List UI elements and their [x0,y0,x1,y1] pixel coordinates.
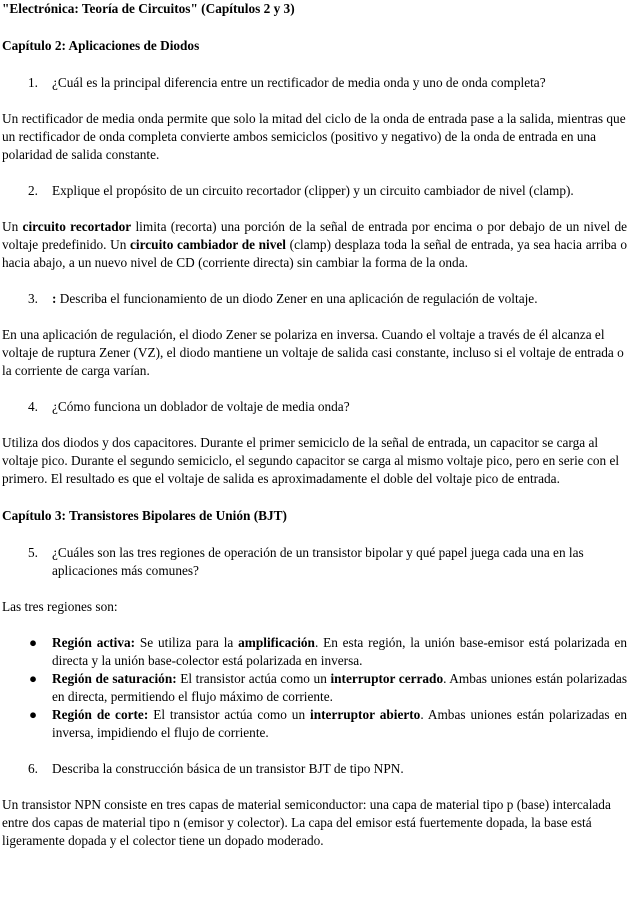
question-text [52,290,627,308]
answer-5-intro: Las tres regiones son: [2,599,118,614]
region-text: . Ambas uniones están polarizadas en directa, permitiendo el flujo máximo de corriente. [52,671,627,704]
document-title: "Electrónica: Teoría de Circuitos" (Capítulos 2 y 3) [2,1,295,16]
question-3 [2,290,627,308]
region-name: Región de corte: [52,707,149,722]
answer-4: Utiliza dos diodos y dos capacitores. Durante el primer semiciclo de la señal de entrada, un capacitor se carga al voltaje pico. Durante el segundo semiciclo, el segundo capacitor se carga al mismo voltaje pico, pero en serie con el primero. El resultado es que el voltaje de salida es aproximadamente el doble del voltaje pico de entrada. [2,435,620,486]
question-2 [2,182,627,200]
bullet-icon: ● [29,671,38,686]
chapter2-heading: Capítulo 2: Aplicaciones de Diodos [2,38,200,53]
region-text: El transistor actúa como un [176,671,331,686]
answer-text: (clamp) desplaza toda la señal de entrada, ya sea hacia arriba o hacia abajo, a un nuevo nivel de CD (corriente directa) sin cambiar la forma de la onda. [2,237,628,270]
question-5 [2,544,627,580]
question-text: ¿Cuáles son las tres regiones de operación de un transistor bipolar y qué papel juega cada una en las aplicaciones más comunes? [52,545,584,578]
question-number: 3. [28,291,38,306]
question-number: 1. [28,75,38,90]
region-name: Región de saturación: [52,671,177,686]
question-text: ¿Cuál es la principal diferencia entre un rectificador de media onda y uno de onda completa? [52,75,546,90]
question-number: 5. [28,545,38,560]
list-item-text [52,634,627,670]
region-text: El transistor actúa como un [148,707,311,722]
bullet-icon: ● [29,707,38,722]
question-colon: : [52,291,57,306]
question-text: Describa la construcción básica de un transistor BJT de tipo NPN. [52,761,404,776]
answer-text: limita (recorta) una porción de la señal de entrada por encima o por debajo de un nivel de voltaje predefinido. Un [2,219,628,252]
region-text: . Ambas uniones están polarizadas en inversa, impidiendo el flujo de corriente. [52,707,628,740]
list-item-text [52,706,627,742]
question-number: 6. [28,761,38,776]
answer-1: Un rectificador de media onda permite que solo la mitad del ciclo de la onda de entrada pase a la salida, mientras que un rectificador de onda completa convierte ambos semiciclos (positivo y negativo) de la onda de entrada en una polaridad de salida constante. [2,111,626,162]
question-4 [2,398,627,416]
question-number: 4. [28,399,38,414]
region-name: Región activa: [52,635,136,650]
question-6 [2,760,627,778]
question-number: 2. [28,183,38,198]
answer-text: Un [2,219,23,234]
region-role: amplificación [238,635,315,650]
question-1 [2,74,627,92]
answer-term-clamp: circuito cambiador de nivel [130,237,287,252]
list-item [2,670,627,706]
question-body: Describa el funcionamiento de un diodo Zener en una aplicación de regulación de voltaje. [56,291,538,306]
answer-6: Un transistor NPN consiste en tres capas de material semiconductor: una capa de material tipo p (base) intercalada entre dos capas de material tipo n (emisor y colector). La capa del emisor está fuertemente dopada, la base está ligeramente dopada y el colector tiene un dopado moderado. [2,797,611,848]
regions-list [2,634,627,742]
region-text: . En esta región, la unión base-emisor está polarizada en directa y la unión base-colector está polarizada en inversa. [52,635,627,668]
answer-3: En una aplicación de regulación, el diodo Zener se polariza en inversa. Cuando el voltaje a través de él alcanza el voltaje de ruptura Zener (VZ), el diodo mantiene un voltaje de salida casi constante, incluso si el voltaje de entrada o la corriente de carga varían. [2,327,624,378]
chapter3-heading: Capítulo 3: Transistores Bipolares de Unión (BJT) [2,508,287,523]
region-text: Se utiliza para la [135,635,239,650]
answer-2 [2,218,627,272]
region-role: interruptor cerrado [330,671,444,686]
list-item [2,634,627,670]
region-role: interruptor abierto [310,707,421,722]
answer-term-clipper: circuito recortador [22,219,132,234]
question-text: ¿Cómo funciona un doblador de voltaje de media onda? [52,399,350,414]
question-text: Explique el propósito de un circuito recortador (clipper) y un circuito cambiador de nivel (clamp). [52,183,574,198]
list-item-text [52,670,627,706]
list-item [2,706,627,742]
bullet-icon: ● [29,635,38,650]
